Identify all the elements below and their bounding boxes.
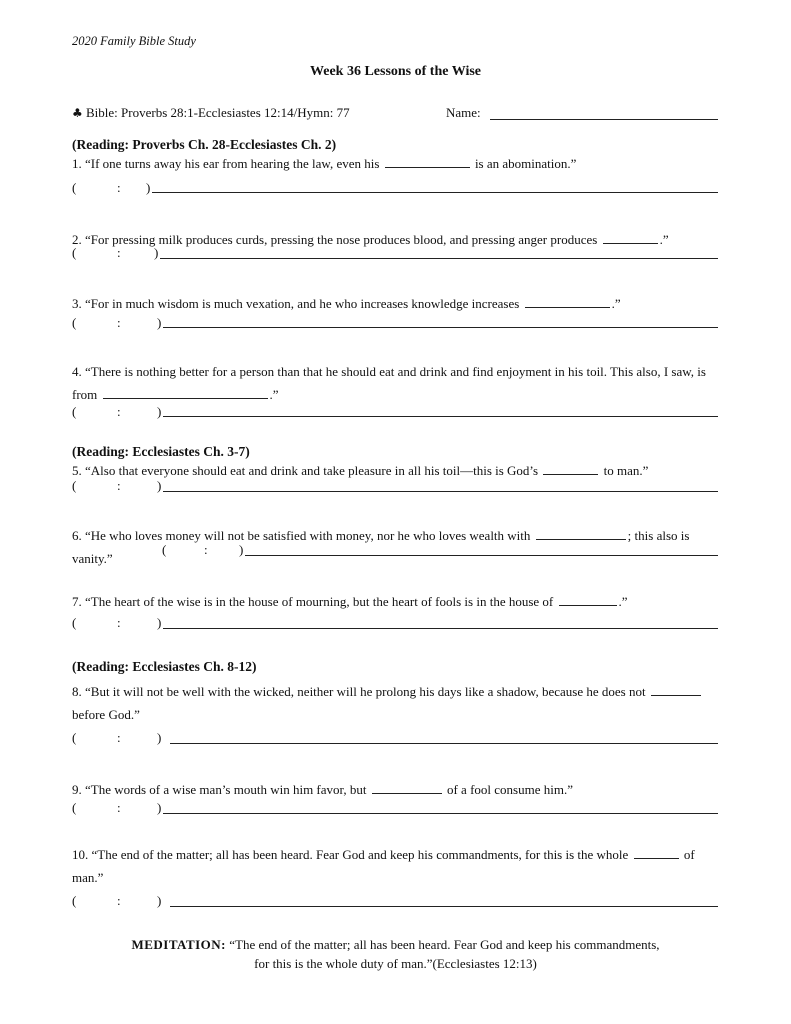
name-field[interactable] bbox=[490, 119, 718, 120]
bible-hymn-info bbox=[72, 105, 350, 121]
fill-blank-1[interactable] bbox=[385, 153, 470, 168]
name-label: Name: bbox=[446, 105, 481, 120]
meditation-line-1: “The end of the matter; all has been heard. Fear God and keep his commandments, bbox=[229, 937, 660, 952]
fill-blank-8[interactable] bbox=[651, 681, 701, 696]
fill-blank-5[interactable] bbox=[543, 460, 598, 475]
reference-6: ( : ) bbox=[162, 542, 244, 557]
question-9: 9. “The words of a wise man’s mouth win him favor, but of a fool consume him.” bbox=[72, 778, 722, 801]
question-7: 7. “The heart of the wise is in the house of mourning, but the heart of fools is in the house of .” bbox=[72, 590, 722, 613]
answer-line-5[interactable] bbox=[163, 491, 718, 492]
answer-line-1[interactable] bbox=[152, 192, 718, 193]
answer-line-4[interactable] bbox=[163, 416, 718, 417]
fill-blank-6[interactable] bbox=[536, 525, 626, 540]
fill-blank-10[interactable] bbox=[634, 844, 679, 859]
fill-blank-4[interactable] bbox=[103, 384, 268, 399]
answer-line-2[interactable] bbox=[160, 258, 718, 259]
fill-blank-2[interactable] bbox=[603, 229, 658, 244]
question-3: 3. “For in much wisdom is much vexation, and he who increases knowledge increases .” bbox=[72, 292, 722, 315]
reference-5: ( : ) bbox=[72, 478, 162, 493]
answer-line-7[interactable] bbox=[163, 628, 718, 629]
spade-icon: ♣ bbox=[72, 106, 83, 120]
answer-line-3[interactable] bbox=[163, 327, 718, 328]
question-4: 4. “There is nothing better for a person than that he should eat and drink and find enjoyment in his toil. This also, I saw, is from .” bbox=[72, 364, 706, 402]
study-label: 2020 Family Bible Study bbox=[72, 34, 196, 48]
fill-blank-7[interactable] bbox=[559, 591, 617, 606]
question-2: 2. “For pressing milk produces curds, pressing the nose produces blood, and pressing anger produces .” bbox=[72, 228, 722, 251]
answer-line-8[interactable] bbox=[170, 743, 718, 744]
page-title: Week 36 Lessons of the Wise bbox=[310, 64, 481, 79]
reference-1: ( : ) bbox=[72, 180, 151, 195]
reference-7: ( : ) bbox=[72, 615, 162, 630]
reference-8: ( : ) bbox=[72, 730, 162, 745]
fill-blank-9[interactable] bbox=[372, 779, 442, 794]
answer-line-10[interactable] bbox=[170, 906, 718, 907]
section-heading-2: (Reading: Ecclesiastes Ch. 3-7) bbox=[72, 444, 250, 459]
reference-2: ( : ) bbox=[72, 245, 159, 260]
answer-line-9[interactable] bbox=[163, 813, 718, 814]
answer-line-6[interactable] bbox=[245, 555, 718, 556]
question-5: 5. “Also that everyone should eat and drink and take pleasure in all his toil—this is God’s to man.” bbox=[72, 459, 722, 482]
bible-text: Bible: Proverbs 28:1-Ecclesiastes 12:14/Hymn: 77 bbox=[86, 105, 350, 120]
reference-9: ( : ) bbox=[72, 800, 162, 815]
section-heading-3: (Reading: Ecclesiastes Ch. 8-12) bbox=[72, 659, 257, 674]
meditation-label: MEDITATION: bbox=[131, 937, 227, 952]
fill-blank-3[interactable] bbox=[525, 293, 610, 308]
question-10: 10. “The end of the matter; all has been heard. Fear God and keep his commandments, for this is the whole of man.” bbox=[72, 843, 722, 889]
question-8: 8. “But it will not be well with the wicked, neither will he prolong his days like a shadow, because he does not before God.” bbox=[72, 680, 722, 726]
meditation bbox=[0, 935, 791, 973]
question-6: 6. “He who loves money will not be satisfied with money, nor he who loves wealth with ; this also is vanity.” bbox=[72, 524, 720, 570]
reference-3: ( : ) bbox=[72, 315, 162, 330]
section-heading-1: (Reading: Proverbs Ch. 28-Ecclesiastes Ch. 2) bbox=[72, 137, 337, 152]
reference-10: ( : ) bbox=[72, 893, 162, 908]
meditation-line-2: for this is the whole duty of man.”(Ecclesiastes 12:13) bbox=[254, 956, 537, 971]
question-1: 1. “If one turns away his ear from hearing the law, even his is an abomination.” bbox=[72, 152, 722, 175]
reference-4: ( : ) bbox=[72, 404, 162, 419]
